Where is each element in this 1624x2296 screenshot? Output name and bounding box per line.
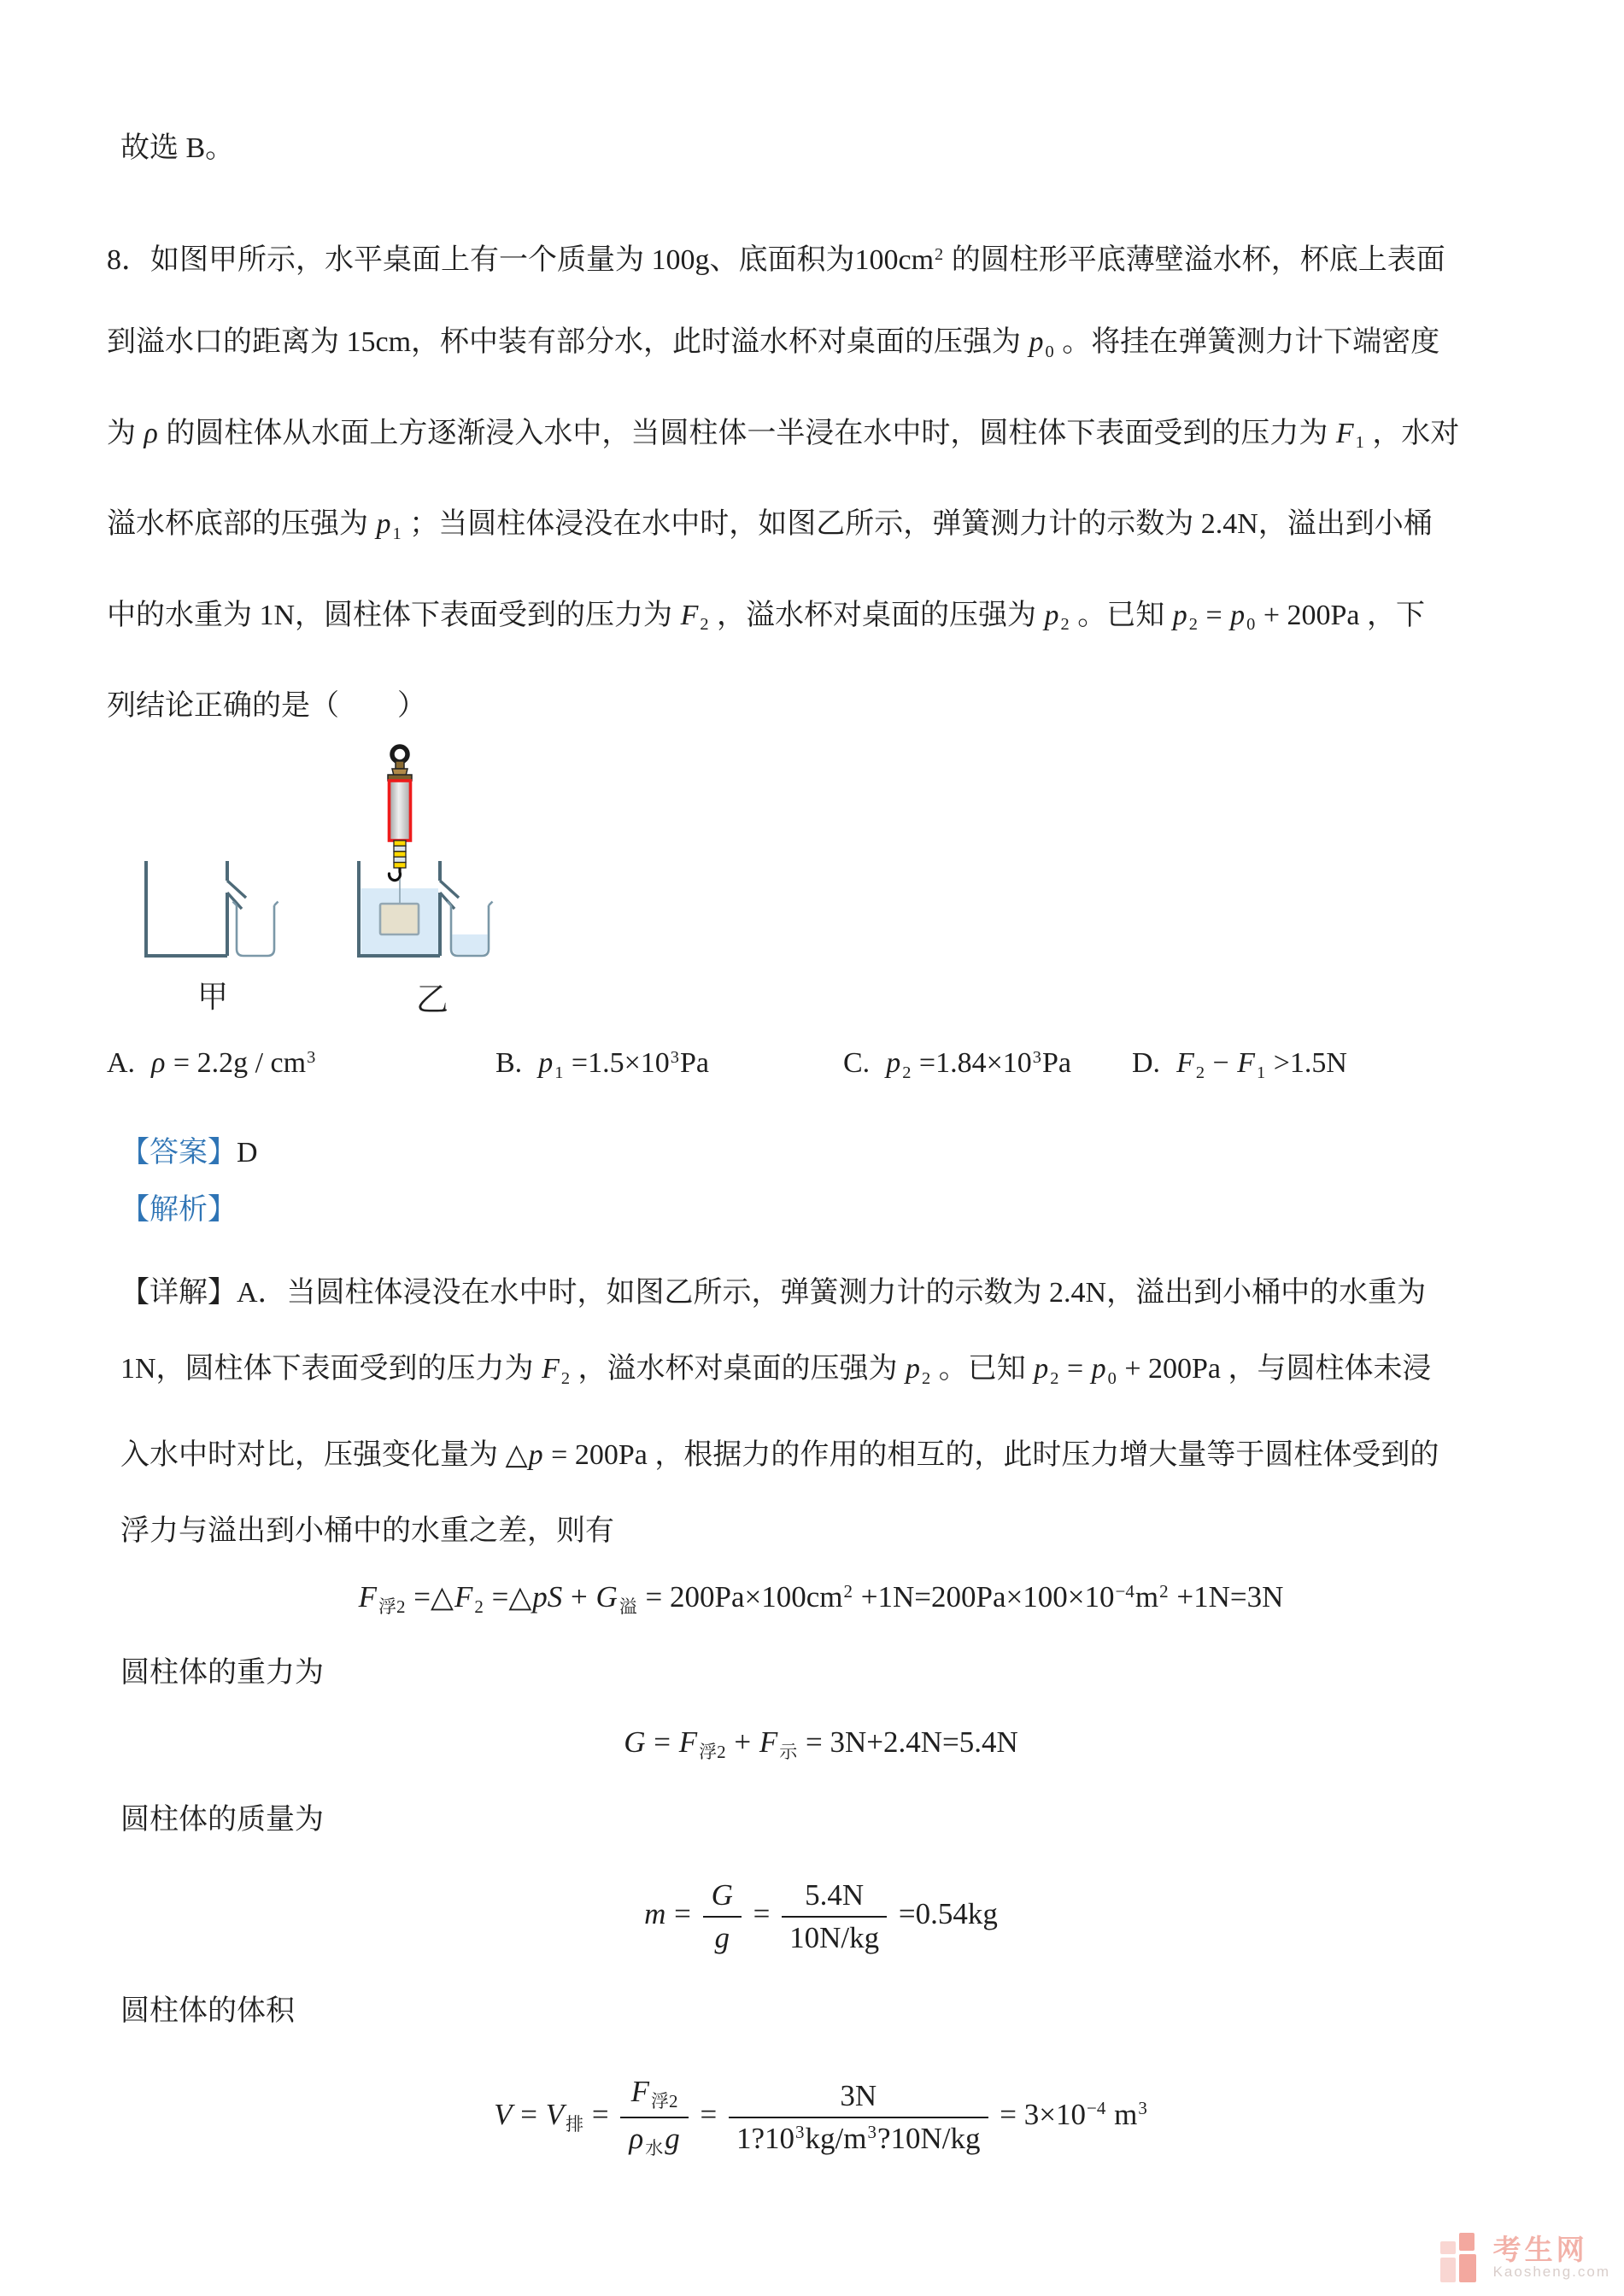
detail-line-2: 1N，圆柱体下表面受到的压力为 $F_2$ ，溢水杯对桌面的压强为 $p_2$ 。已知 $p_2 = p_0 + 200Pa$ ，与圆柱体未浸 <box>120 1353 1432 1388</box>
kaosheng-watermark <box>1440 2229 1610 2286</box>
answer-line <box>107 1133 1534 1174</box>
option-d <box>1132 1047 1347 1083</box>
cylinder-block <box>380 904 419 934</box>
detail-line-3: 入水中时对比，压强变化量为 △p = 200Pa ，根据力的作用的相互的，此时压力增大量等于圆柱体受到的 <box>120 1438 1439 1471</box>
question-line-1: 8．如图甲所示，水平桌面上有一个质量为 100g、底面积为$100cm^2$ 的圆柱形平底薄壁溢水杯，杯底上表面 <box>107 244 1445 277</box>
text-gravity: 圆柱体的重力为 <box>120 1656 324 1689</box>
option-c <box>843 1047 1071 1083</box>
beaker-jia <box>233 902 278 957</box>
option-c-value: $p_2 =1.84\times 10^3Pa$ <box>886 1047 1071 1082</box>
equation-gravity: $G = F_{浮2} + F_示 = 3N+2.4N=5.4N$ <box>624 1725 1018 1763</box>
detail-line-1: 【详解】A．当圆柱体浸没在水中时，如图乙所示，弹簧测力计的示数为 2.4N，溢出到小桶中的水重为 <box>120 1277 1427 1309</box>
question-line-4: 溢水杯底部的压强为 $p_1$ ；当圆柱体浸没在水中时，如图乙所示，弹簧测力计的示数为 2.4N，溢出到小桶 <box>107 508 1433 543</box>
equation-volume: $V = V_排$ = $\frac{F_{浮2}}{\rho_水g}$ = $\frac{3N}{1?10^3kg/m^3?10N/kg}$ = $3\times 10^{-4}$ $m^3$ <box>494 2075 1147 2158</box>
figure-label-jia: 甲 <box>197 980 229 1015</box>
question-8 <box>107 214 1534 747</box>
figure-label-yi: 乙 <box>416 982 449 1018</box>
option-a-label: A. <box>107 1047 136 1080</box>
figure-overflow-cups <box>131 735 515 1017</box>
scale-stripes <box>394 840 406 868</box>
option-b <box>495 1047 709 1083</box>
option-a <box>107 1047 316 1080</box>
option-c-label: C. <box>843 1047 871 1080</box>
question-line-2: 到溢水口的距离为 15cm，杯中装有部分水，此时溢水杯对桌面的压强为 $p_0$ 。将挂在弹簧测力计下端密度 <box>107 326 1440 361</box>
watermark-en: Kaosheng.com <box>1492 2264 1610 2281</box>
watermark-logo <box>1440 2229 1485 2286</box>
equation-buoyancy: $F_{浮2}$ $=\triangle F_2$ =△pS + $G_溢 = 200Pa\times 100cm^2 +1N=200Pa\times 100\times 10^{-4}m^2 +1N=3N$ <box>358 1580 1284 1618</box>
overflow-cup-jia <box>146 861 246 956</box>
beaker-yi <box>448 902 493 957</box>
option-b-value: $p_1 =1.5\times 10^3Pa$ <box>538 1047 709 1082</box>
question-line-3: 为 ρ 的圆柱体从水面上方逐渐浸入水中，当圆柱体一半浸在水中时，圆柱体下表面受到的压力为 $F_1$ ，水对 <box>107 417 1460 453</box>
prev-answer-text: 故选 B。 <box>120 132 235 164</box>
scale-hook <box>389 869 400 881</box>
analysis-tag: 【解析】 <box>120 1194 237 1227</box>
answer-tag: 【答案】 <box>120 1137 237 1169</box>
detail-paragraph <box>107 1255 1534 1569</box>
spring-scale <box>388 747 412 881</box>
option-a-value: $\rho = 2.2g / cm^3$ <box>151 1047 316 1080</box>
analysis-line <box>107 1190 1534 1231</box>
watermark-cn: 考生网 <box>1492 2233 1588 2265</box>
options-row <box>107 1040 1534 1095</box>
scale-ring <box>392 747 407 762</box>
answer-value: D <box>237 1137 258 1169</box>
equation-mass: m = $\frac{G}{g}$ = $\frac{5.4N}{10N/kg}$ =0.54kg <box>644 1877 998 1954</box>
question-line-6: 列结论正确的是（ ） <box>107 690 426 723</box>
text-volume: 圆柱体的体积 <box>120 1994 295 2027</box>
scale-body <box>390 781 411 840</box>
beaker-water <box>453 934 488 955</box>
option-d-label: D. <box>1132 1047 1161 1080</box>
option-b-label: B. <box>495 1047 523 1080</box>
text-mass: 圆柱体的质量为 <box>120 1803 324 1836</box>
option-d-value: $F_2 - F_1 >1.5N$ <box>1176 1047 1347 1082</box>
question-line-5: 中的水重为 1N，圆柱体下表面受到的压力为 $F_2$ ，溢水杯对桌面的压强为 $p_2$ 。已知 $p_2 = p_0 + 200Pa$ ，下 <box>107 599 1426 635</box>
detail-line-4: 浮力与溢出到小桶中的水重之差，则有 <box>120 1514 614 1547</box>
